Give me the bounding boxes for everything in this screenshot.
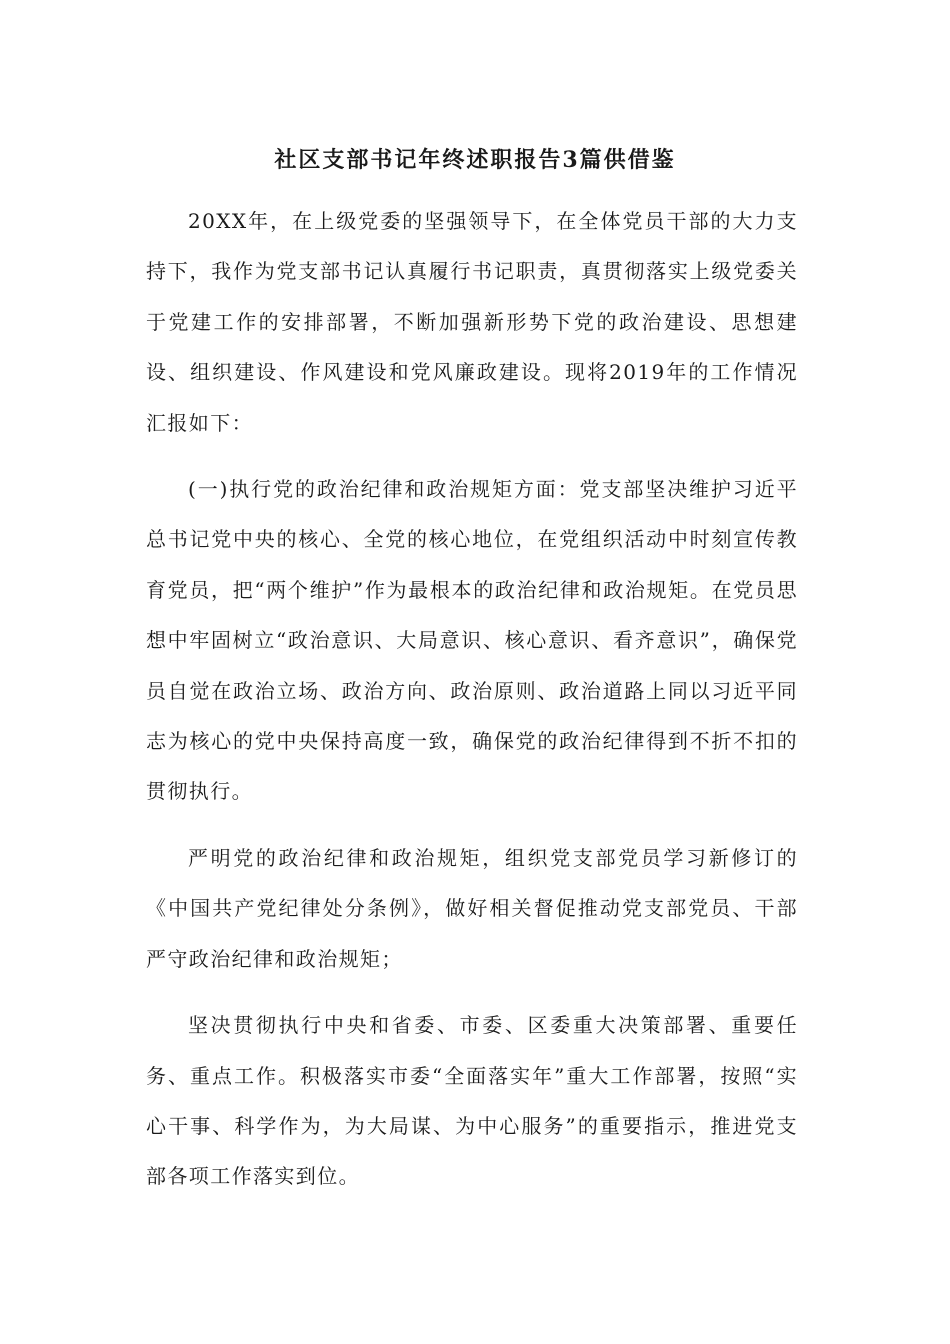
paragraph-political-discipline: (一)执行党的政治纪律和政治规矩方面：党支部坚决维护习近平总书记党中央的核心、全党的核心地位，在党组织活动中时刻宣传教育党员，把“两个维护”作为最根本的政治纪律和政治规矩。在党员思想中牢固树立“政治意识、大局意识、核心意识、看齐意识”，确保党员自觉在政治立场、政治方向、政治原则、政治道路上同以习近平同志为核心的党中央保持高度一致，确保党的政治纪律得到不折不扣的贯彻执行。 <box>146 477 798 804</box>
document-title: 社区支部书记年终述职报告3篇供借鉴 <box>274 147 676 173</box>
paragraph-intro: 20XX年，在上级党委的坚强领导下，在全体党员干部的大力支持下，我作为党支部书记认真履行书记职责，真贯彻落实上级党委关于党建工作的安排部署，不断加强新形势下党的政治建设、思想建设、组织建设、作风建设和党风廉政建设。现将2019年的工作情况汇报如下： <box>146 209 798 435</box>
paragraph-strict-rules: 严明党的政治纪律和政治规矩，组织党支部党员学习新修订的《中国共产党纪律处分条例》，做好相关督促推动党支部党员、干部严守政治纪律和政治规矩； <box>146 845 798 971</box>
paragraph-implementation: 坚决贯彻执行中央和省委、市委、区委重大决策部署、重要任务、重点工作。积极落实市委“全面落实年”重大工作部署，按照“实心干事、科学作为，为大局谋、为中心服务”的重要指示，推进党支部各项工作落实到位。 <box>146 1013 798 1189</box>
document-body <box>146 196 798 1218</box>
